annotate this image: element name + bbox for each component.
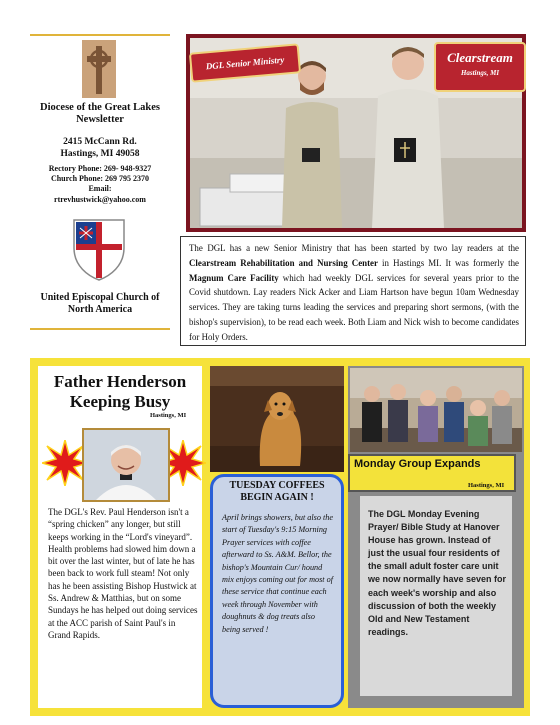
story-bold-text: Magnum Care Facility: [189, 272, 279, 283]
monday-group-headline: Monday Group Expands: [354, 458, 481, 470]
senior-ministry-story: [180, 236, 526, 346]
bellor-dog-photo: [210, 366, 344, 472]
church-name: United Episcopal Church of North America: [40, 292, 160, 315]
father-henderson-photo: [82, 428, 170, 502]
story-text: in Hastings MI. It was formerly the: [377, 257, 519, 268]
clearstream-title: Clearstream: [447, 50, 513, 65]
henderson-story: The DGL's Rev. Paul Henderson isn't a “spring chicken” any longer, but still keeps working in the “Lord's vineyard”. Health problems had slowed him down a bit over the last winter, but of late he has been back to work full steam! Not only has he been assisting Bishop Hustwick at Ss. Andrew & Matthias, but on some Sundays he has helped out doing services at the ACC parish of Saint Paul's in Grand Rapids.: [48, 507, 198, 640]
clearstream-banner: [434, 42, 526, 92]
henderson-headline: Father Henderson Keeping Busy: [53, 372, 187, 411]
story-text: which had weekly DGL services for several years prior to the Covid shutdown. Lay readers Nick Acker and Liam Hartson have begun 10am Wednesday services. They are taking turns leading the services and preparing short sermons, (with the bishop's supervision), to be read each week. Both Liam and Nick wish to become candidates for Holy Orders.: [189, 272, 519, 342]
monday-group-story: The DGL Monday Evening Prayer/ Bible Study at Hanover House has grown. Instead of just the usual four residents of the small adult foster care unit we now normally have seven for each week's worship and also discussion of both the weekly Old and New Testament readings.: [368, 509, 507, 637]
tuesday-coffees-story: April brings showers, but also the start of Tuesday's 9:15 Morning Prayer services with coffee afterward to Ss. A&M. Bellor, the bishop's Mountain Cur/ hound mix enjoys coming out for most of these service that continue each week through November with doughnuts & dog treats also being served !: [222, 513, 333, 634]
email-label: Email:: [88, 184, 112, 193]
clearstream-location: Hastings, MI: [460, 69, 500, 77]
church-phone: Church Phone: 269 795 2370: [50, 174, 150, 183]
story-text: The DGL has a new Senior Ministry that has been started by two lay readers at the: [189, 243, 519, 253]
top-rule: [30, 34, 170, 36]
story-bold-text: Clearstream Rehabilitation and Nursing Center: [189, 257, 378, 268]
celtic-cross-icon: [82, 40, 116, 98]
tuesday-coffees-headline: TUESDAY COFFEES BEGIN AGAIN !: [229, 480, 325, 503]
senior-ministry-banner: DGL Senior Ministry: [189, 43, 301, 82]
bottom-rule: [30, 328, 170, 330]
henderson-location: Hastings, MI: [150, 412, 187, 419]
monday-group-photo: [350, 368, 522, 452]
newsletter-title: Diocese of the Great Lakes Newsletter: [40, 102, 160, 125]
monday-group-location: Hastings, MI: [468, 482, 505, 489]
rectory-phone: Rectory Phone: 269- 948-9327: [48, 164, 152, 173]
episcopal-shield-icon: [72, 218, 126, 282]
address-line-1: 2415 McCann Rd.: [63, 137, 137, 147]
email-address[interactable]: rtrevhustwick@yahoo.com: [54, 195, 146, 204]
address-line-2: Hastings, MI 49058: [60, 149, 140, 159]
